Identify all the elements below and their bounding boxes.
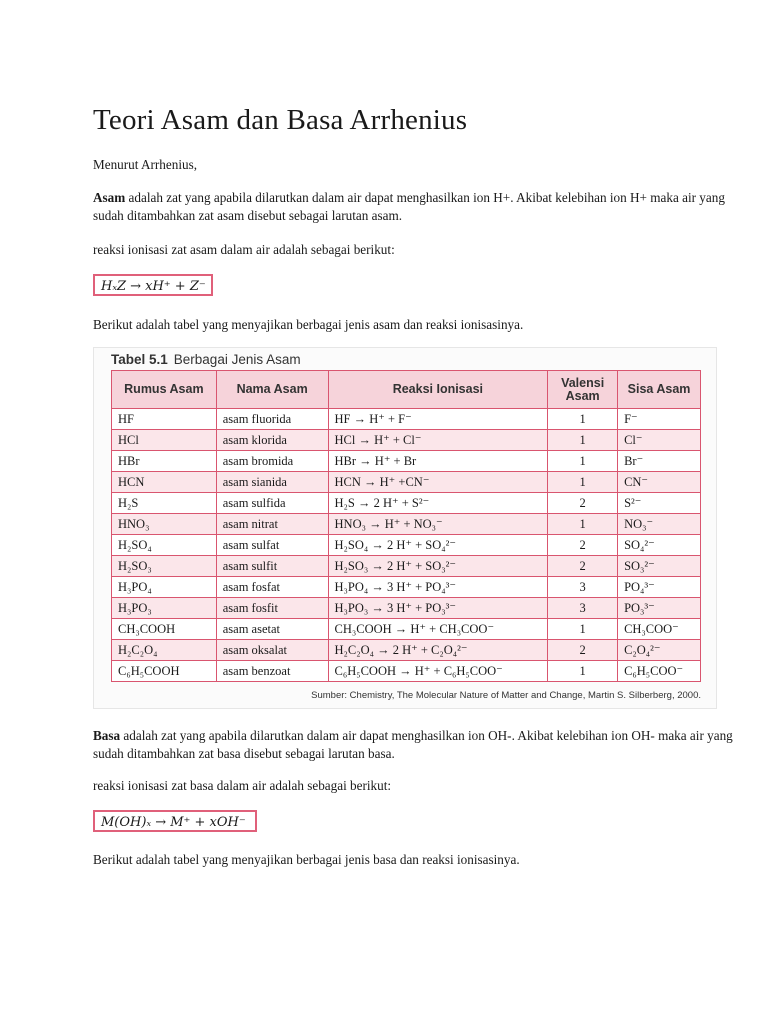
table-row: [112, 556, 701, 577]
header-nama: Nama Asam: [216, 371, 328, 409]
header-reaksi: Reaksi Ionisasi: [328, 371, 548, 409]
cell-sisa: CH₃COO⁻: [618, 619, 701, 640]
cell-sisa: SO₄²⁻: [618, 535, 701, 556]
cell-nama: asam klorida: [216, 430, 328, 451]
cell-nama: asam asetat: [216, 619, 328, 640]
table-row: [112, 409, 701, 430]
base-table-intro: Berikut adalah tabel yang menyajikan berbagai jenis basa dan reaksi ionisasinya.: [93, 852, 520, 867]
cell-valensi: 2: [548, 640, 618, 661]
cell-sisa: PO₃³⁻: [618, 598, 701, 619]
acid-table-intro: Berikut adalah tabel yang menyajikan berbagai jenis asam dan reaksi ionisasinya.: [93, 317, 524, 332]
cell-nama: asam sulfat: [216, 535, 328, 556]
cell-valensi: 2: [548, 535, 618, 556]
cell-valensi: 1: [548, 619, 618, 640]
cell-nama: asam sianida: [216, 472, 328, 493]
cell-sisa: NO₃⁻: [618, 514, 701, 535]
cell-reaksi: H₂S → 2 H⁺ + S²⁻: [328, 493, 548, 514]
cell-reaksi: HF → H⁺ + F⁻: [328, 409, 548, 430]
acid-definition-text: adalah zat yang apabila dilarutkan dalam air dapat menghasilkan ion H+. Akibat kelebihan ion H+ maka air yang sudah ditambahkan zat asam disebut sebagai larutan asam.: [93, 190, 725, 223]
cell-rumus: HNO₃: [112, 514, 217, 535]
cell-sisa: Cl⁻: [618, 430, 701, 451]
cell-reaksi: H₂SO₃ → 2 H⁺ + SO₃²⁻: [328, 556, 548, 577]
acid-table-caption: [111, 352, 301, 367]
acid-formula-box: [93, 274, 213, 296]
cell-reaksi: HBr → H⁺ + Br: [328, 451, 548, 472]
cell-rumus: HF: [112, 409, 217, 430]
acid-table-header-row: [112, 371, 701, 409]
cell-rumus: H₂S: [112, 493, 217, 514]
base-formula: M(OH)ₓ → M⁺ + xOH⁻: [101, 815, 246, 830]
acid-reaction-intro: reaksi ionisasi zat asam dalam air adalah sebagai berikut:: [93, 242, 395, 257]
cell-sisa: C₂O₄²⁻: [618, 640, 701, 661]
acid-table-figure: [93, 347, 717, 709]
cell-sisa: PO₄³⁻: [618, 577, 701, 598]
cell-reaksi: H₃PO₃ → 3 H⁺ + PO₃³⁻: [328, 598, 548, 619]
cell-reaksi: HCN → H⁺ +CN⁻: [328, 472, 548, 493]
cell-valensi: 3: [548, 598, 618, 619]
cell-rumus: H₃PO₃: [112, 598, 217, 619]
base-term: Basa: [93, 728, 121, 743]
table-row: [112, 535, 701, 556]
cell-valensi: 3: [548, 577, 618, 598]
cell-rumus: H₂SO₄: [112, 535, 217, 556]
table-row: [112, 514, 701, 535]
cell-rumus: CH₃COOH: [112, 619, 217, 640]
table-row: [112, 640, 701, 661]
cell-sisa: Br⁻: [618, 451, 701, 472]
cell-rumus: HBr: [112, 451, 217, 472]
header-sisa: Sisa Asam: [618, 371, 701, 409]
cell-rumus: HCl: [112, 430, 217, 451]
table-row: [112, 661, 701, 682]
cell-reaksi: H₂C₂O₄ → 2 H⁺ + C₂O₄²⁻: [328, 640, 548, 661]
cell-nama: asam fosfat: [216, 577, 328, 598]
acid-formula: HₓZ → xH⁺ + Z⁻: [101, 279, 206, 294]
cell-nama: asam bromida: [216, 451, 328, 472]
cell-nama: asam fluorida: [216, 409, 328, 430]
cell-reaksi: C₆H₅COOH → H⁺ + C₆H₅COO⁻: [328, 661, 548, 682]
header-valensi: Valensi Asam: [548, 371, 618, 409]
cell-nama: asam nitrat: [216, 514, 328, 535]
base-reaction-intro: reaksi ionisasi zat basa dalam air adalah sebagai berikut:: [93, 778, 392, 793]
table-source: Sumber: Chemistry, The Molecular Nature of Matter and Change, Martin S. Silberberg, 2000.: [311, 690, 701, 701]
cell-valensi: 1: [548, 430, 618, 451]
cell-reaksi: HNO₃ → H⁺ + NO₃⁻: [328, 514, 548, 535]
table-row: [112, 493, 701, 514]
header-rumus: Rumus Asam: [112, 371, 217, 409]
base-formula-box: [93, 810, 257, 832]
table-row: [112, 577, 701, 598]
acid-table: [111, 370, 701, 682]
cell-sisa: SO₃²⁻: [618, 556, 701, 577]
table-row: [112, 472, 701, 493]
cell-sisa: F⁻: [618, 409, 701, 430]
cell-rumus: H₃PO₄: [112, 577, 217, 598]
cell-nama: asam benzoat: [216, 661, 328, 682]
cell-nama: asam oksalat: [216, 640, 328, 661]
cell-valensi: 2: [548, 556, 618, 577]
cell-rumus: HCN: [112, 472, 217, 493]
cell-valensi: 1: [548, 409, 618, 430]
cell-rumus: C₆H₅COOH: [112, 661, 217, 682]
cell-valensi: 1: [548, 472, 618, 493]
cell-valensi: 1: [548, 514, 618, 535]
cell-nama: asam sulfit: [216, 556, 328, 577]
cell-reaksi: H₂SO₄ → 2 H⁺ + SO₄²⁻: [328, 535, 548, 556]
acid-table-label: Tabel 5.1: [111, 352, 168, 367]
base-definition-text: adalah zat yang apabila dilarutkan dalam air dapat menghasilkan ion OH-. Akibat kelebihan ion OH- maka air yang sudah ditambahkan zat basa disebut sebagai larutan basa.: [93, 728, 733, 761]
acid-term: Asam: [93, 190, 126, 205]
cell-reaksi: H₃PO₄ → 3 H⁺ + PO₄³⁻: [328, 577, 548, 598]
acid-table-caption-text: Berbagai Jenis Asam: [173, 352, 301, 367]
cell-rumus: H₂SO₃: [112, 556, 217, 577]
cell-sisa: C₆H₅COO⁻: [618, 661, 701, 682]
cell-reaksi: CH₃COOH → H⁺ + CH₃COO⁻: [328, 619, 548, 640]
cell-nama: asam sulfida: [216, 493, 328, 514]
cell-reaksi: HCl → H⁺ + Cl⁻: [328, 430, 548, 451]
cell-valensi: 1: [548, 451, 618, 472]
cell-sisa: CN⁻: [618, 472, 701, 493]
cell-valensi: 1: [548, 661, 618, 682]
cell-rumus: H₂C₂O₄: [112, 640, 217, 661]
table-row: [112, 430, 701, 451]
acid-definition: [93, 189, 733, 225]
base-definition: [93, 727, 733, 763]
intro-text: Menurut Arrhenius,: [93, 157, 198, 172]
table-row: [112, 598, 701, 619]
table-row: [112, 619, 701, 640]
cell-valensi: 2: [548, 493, 618, 514]
cell-sisa: S²⁻: [618, 493, 701, 514]
table-row: [112, 451, 701, 472]
page-title: Teori Asam dan Basa Arrhenius: [93, 104, 468, 136]
cell-nama: asam fosfit: [216, 598, 328, 619]
acid-table-body: [112, 409, 701, 682]
